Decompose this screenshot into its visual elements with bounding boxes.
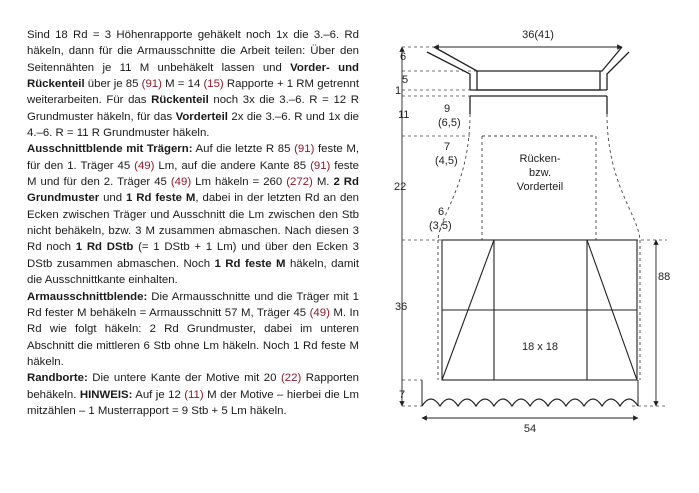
- instructions-paragraph-2-run-5: Lm, auf die andere Kante 85: [154, 159, 311, 172]
- measure-left-5: 22: [394, 181, 407, 193]
- instructions-paragraph-2: [27, 141, 359, 288]
- instructions-paragraph-4: [27, 370, 359, 419]
- instructions-paragraph-1-run-10: 2x die 3.–6. R und 1x die 4.–6. R = 11 R Grundmuster häkeln.: [27, 110, 359, 140]
- instructions-paragraph-2-run-17: (= 1 DStb + 1 Lm) und über den Ecken 3 DStb zusammen abmaschen. Noch: [27, 241, 359, 270]
- measure-left-3: 1: [395, 85, 402, 97]
- instructions-paragraph-2-run-10: (272): [286, 176, 313, 189]
- instructions-paragraph-1-run-7: Rückenteil: [151, 94, 209, 107]
- armhole-a-alt-label: (6,5): [438, 117, 461, 129]
- motif-grid: [442, 240, 637, 380]
- instructions-text: [27, 27, 359, 419]
- piece-label-line-3: Vorderteil: [516, 181, 564, 193]
- instructions-paragraph-3-run-1: Die Armausschnitte und die Träger mit 1 Rd fester M behäkeln = Armausschnitt 57 M, Träger 45: [27, 290, 359, 319]
- instructions-paragraph-3-run-2: (49): [309, 306, 330, 319]
- instructions-paragraph-4-run-5: Auf je 12: [132, 388, 185, 401]
- instructions-paragraph-2-run-19: häkeln, damit die Ausschnittkante einhalten.: [27, 257, 360, 287]
- piece-label-line-2: bzw.: [528, 167, 552, 179]
- instructions-paragraph-2-run-9: Lm häkeln = 260: [191, 176, 287, 189]
- measure-left-1: 6: [400, 51, 407, 63]
- scalloped-border: [422, 399, 638, 406]
- instructions-paragraph-1-run-3: (91): [141, 78, 162, 91]
- instructions-paragraph-2-run-2: (91): [294, 143, 315, 156]
- instructions-paragraph-1-run-6: Rapporte + 1 RM getrennt weiterarbeiten. Für das: [27, 78, 359, 107]
- instructions-paragraph-1-run-8: noch 3x die 3.–6. R = 12 R Grundmuster häkeln, für das: [27, 94, 359, 123]
- bottom-width-label: 54: [523, 423, 537, 435]
- instructions-paragraph-4-run-1: Die untere Kante der Motive mit 20: [87, 372, 282, 385]
- instructions-paragraph-2-run-15: , dabei in der letzten Rd an den Ecken zwischen Träger und Ausschnitt die Lm zwischen den Stb nicht behäkeln, bzw. 3 M zusammen abmaschen. Nach diesen 3 Rd noch: [27, 192, 360, 254]
- side-c-alt-label: (3,5): [429, 220, 452, 232]
- instructions-paragraph-2-run-7: feste M und für den 2. Träger 45: [27, 159, 359, 189]
- instructions-paragraph-4-run-2: (22): [281, 372, 302, 385]
- instructions-paragraph-4-run-3: Rapporten behäkeln.: [27, 372, 360, 401]
- instructions-paragraph-1-run-9: Vorderteil: [175, 110, 228, 123]
- instructions-paragraph-3: [27, 289, 359, 371]
- measure-left-4: 11: [398, 109, 410, 121]
- instructions-paragraph-2-run-3: feste M, für den 1. Träger 45: [27, 143, 359, 172]
- instructions-paragraph-2-run-14: 1 Rd feste M: [126, 192, 196, 205]
- top-width-label: 36(41): [522, 29, 554, 41]
- measure-left-2: 5: [402, 74, 409, 86]
- instructions-paragraph-1-run-0: Sind 18 Rd = 3 Höhenrapporte gehäkelt noch 1x die 3.–6. Rd häkeln, dann für die Armausschnitte die Arbeit teilen: Über den Seitennähten je 11 M unbehäkelt lassen und: [27, 29, 359, 74]
- side-c-label: 6: [438, 206, 445, 218]
- instructions-paragraph-2-run-13: und: [99, 192, 127, 205]
- instructions-paragraph-1-run-2: über je 85: [84, 78, 142, 91]
- schematic-svg: [382, 14, 682, 454]
- instructions-paragraph-4-run-4: HINWEIS:: [79, 388, 133, 401]
- garment-outline: [427, 47, 629, 114]
- instructions-paragraph-3-run-3: M. In Rd wie folgt häkeln: 2 Rd Grundmuster, dabei im unteren Abschnitt die mittleren 6 Stb ohne Lm häkeln. Noch 1 Rd feste M häkeln.: [27, 306, 359, 368]
- instructions-paragraph-2-run-4: (49): [134, 159, 155, 172]
- instructions-paragraph-2-run-8: (49): [170, 176, 192, 189]
- instructions-paragraph-2-run-6: (91): [310, 159, 331, 172]
- right-measure-label: 88: [658, 271, 671, 283]
- instructions-paragraph-2-run-16: 1 Rd DStb: [75, 241, 134, 254]
- measure-left-6: 36: [395, 301, 408, 313]
- instructions-paragraph-4-run-7: M der Motive – hierbei die Lm mitzählen – 1 Musterrapport = 9 Stb + 5 Lm häkeln.: [27, 388, 359, 417]
- instructions-paragraph-4-run-6: (11): [184, 388, 204, 401]
- piece-label-line-1: Rücken-: [519, 153, 561, 165]
- instructions-paragraph-1-run-5: (15): [203, 78, 224, 91]
- instructions-paragraph-2-run-18: 1 Rd feste M: [214, 257, 286, 270]
- instructions-paragraph-2-run-0: Ausschnittblende mit Trägern:: [27, 143, 193, 156]
- armhole-a-label: 9: [444, 103, 451, 115]
- instructions-paragraph-2-run-11: M.: [312, 176, 334, 189]
- measure-left-7: 7: [399, 389, 406, 401]
- armhole-b-label: 7: [444, 141, 451, 153]
- armhole-b-alt-label: (4,5): [435, 155, 458, 167]
- motif-size-label: 18 x 18: [521, 341, 559, 353]
- instructions-paragraph-1-run-1: Vorder- und Rückenteil: [27, 61, 359, 91]
- instructions-paragraph-2-run-12: 2 Rd Grundmuster: [27, 176, 359, 205]
- instructions-paragraph-3-run-0: Armausschnittblende:: [27, 290, 148, 303]
- schematic-diagram: [382, 14, 682, 454]
- instructions-paragraph-1-run-4: M = 14: [161, 78, 204, 91]
- instructions-paragraph-4-run-0: Randborte:: [27, 372, 88, 385]
- instructions-paragraph-2-run-1: Auf die letzte R 85: [192, 143, 295, 156]
- instructions-paragraph-1: [27, 27, 359, 141]
